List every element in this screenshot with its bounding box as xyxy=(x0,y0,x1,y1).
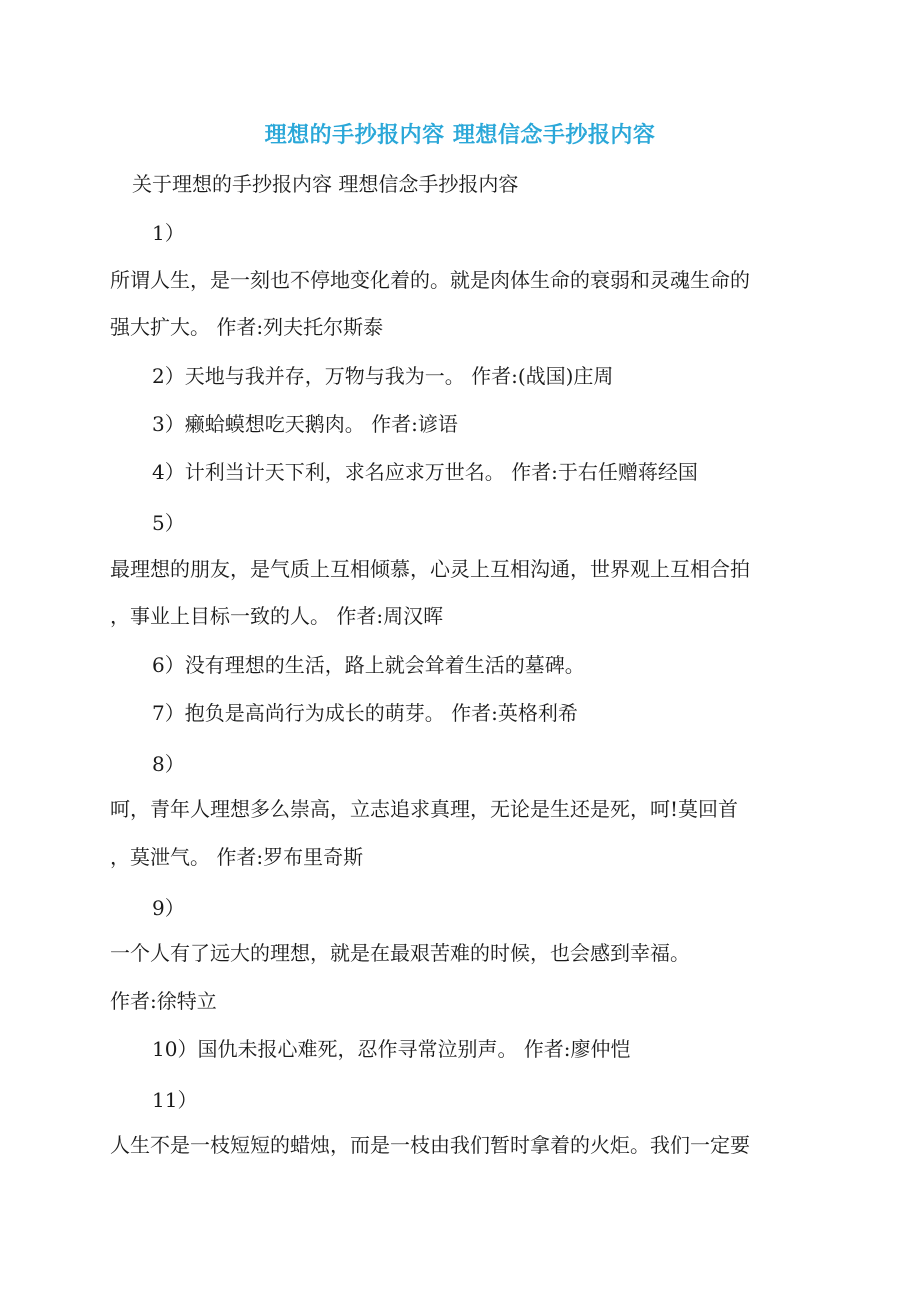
item-number-1: 1） xyxy=(152,221,185,245)
paragraph-line: ，莫泄气。 作者:罗布里奇斯 xyxy=(110,845,364,869)
item-number-5: 5） xyxy=(152,511,185,535)
paragraph-line: 一个人有了远大的理想，就是在最艰苦难的时候，也会感到幸福。 xyxy=(110,941,690,965)
paragraph-line: 4）计利当计天下利，求名应求万世名。 作者:于右任赠蒋经国 xyxy=(152,460,698,484)
paragraph-line: ，事业上目标一致的人。 作者:周汉晖 xyxy=(110,604,444,628)
item-number-11: 11） xyxy=(152,1088,198,1112)
paragraph-line: 2）天地与我并存，万物与我为一。 作者:(战国)庄周 xyxy=(152,364,614,388)
paragraph-line: 人生不是一枝短短的蜡烛，而是一枝由我们暂时拿着的火炬。我们一定要 xyxy=(110,1133,750,1157)
paragraph-line: 最理想的朋友，是气质上互相倾慕，心灵上互相沟通，世界观上互相合拍 xyxy=(110,557,750,581)
paragraph-line: 呵，青年人理想多么崇高，立志追求真理，无论是生还是死，呵!莫回首 xyxy=(110,797,739,821)
item-number-8: 8） xyxy=(152,752,185,776)
paragraph-line: 所谓人生，是一刻也不停地变化着的。就是肉体生命的衰弱和灵魂生命的 xyxy=(110,268,750,292)
paragraph-line: 作者:徐特立 xyxy=(110,989,217,1013)
document-subtitle: 关于理想的手抄报内容 理想信念手抄报内容 xyxy=(132,172,519,196)
paragraph-line: 7）抱负是高尚行为成长的萌芽。 作者:英格利希 xyxy=(152,701,578,725)
paragraph-line: 10）国仇未报心难死，忍作寻常泣别声。 作者:廖仲恺 xyxy=(152,1037,631,1061)
paragraph-line: 3）癞蛤蟆想吃天鹅肉。 作者:谚语 xyxy=(152,412,458,436)
paragraph-line: 强大扩大。 作者:列夫托尔斯泰 xyxy=(110,315,384,339)
item-number-9: 9） xyxy=(152,896,185,920)
document-title: 理想的手抄报内容 理想信念手抄报内容 xyxy=(264,122,656,148)
paragraph-line: 6）没有理想的生活，路上就会耸着生活的墓碑。 xyxy=(152,653,585,677)
